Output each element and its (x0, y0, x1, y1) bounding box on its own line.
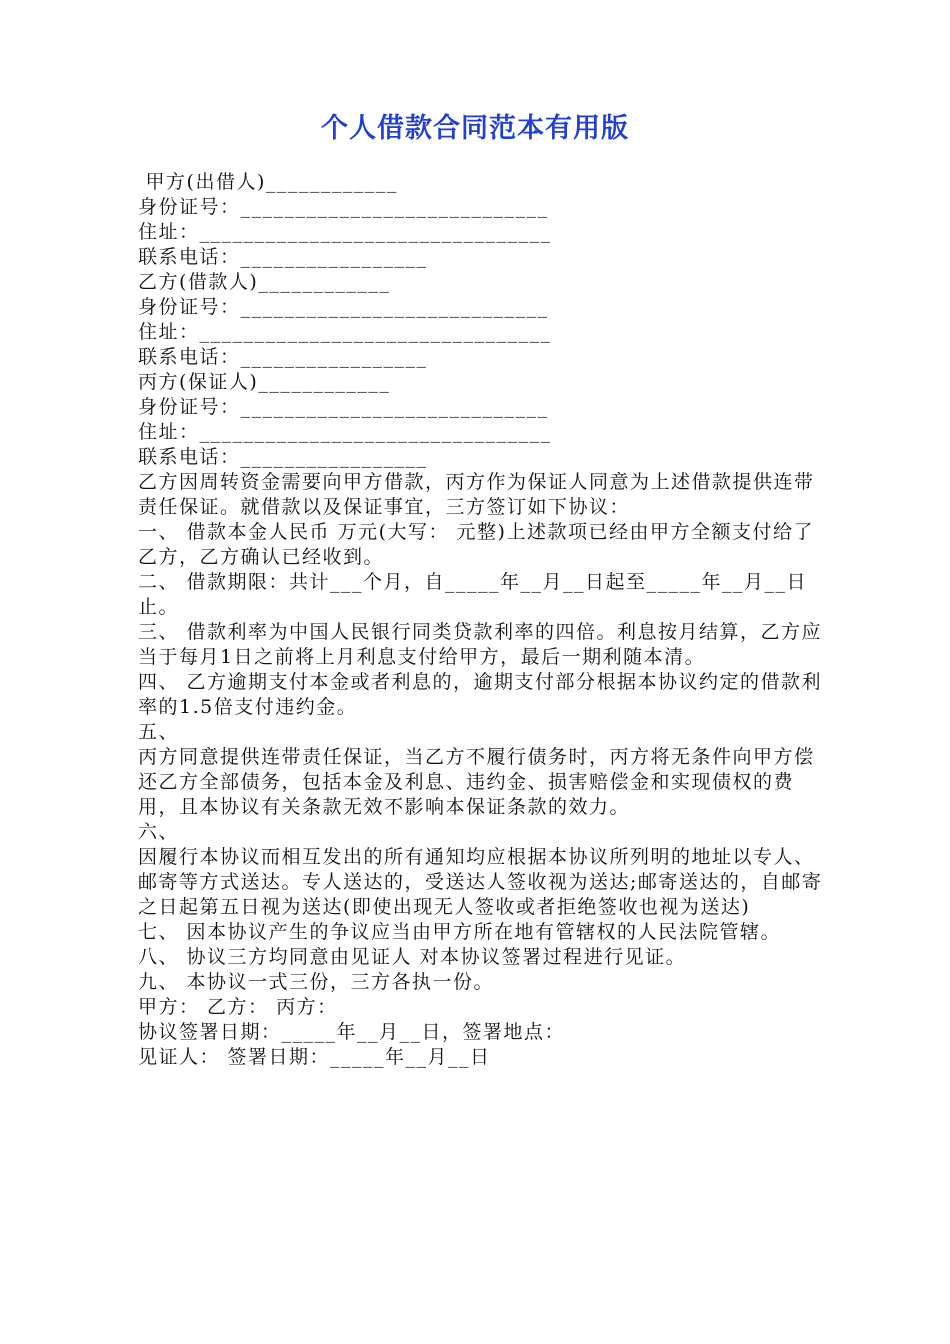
guarantor-id-line: 身份证号：____________________________ (138, 396, 549, 418)
signature-section (138, 995, 828, 1070)
clause-8-witness: 八、 协议三方均同意由见证人 对本协议签署过程进行见证。 (138, 946, 687, 968)
clause-5-guarantee: 丙方同意提供连带责任保证，当乙方不履行债务时，丙方将无条件向甲方偿还乙方全部债务，包括本金及利息、违约金、损害赔偿金和实现债权的费用，且本协议有关条款无效不影响本保证条款的效力。 (138, 746, 815, 818)
witness-line: 见证人： 签署日期：_____年__月__日 (138, 1046, 491, 1068)
document-body (138, 170, 828, 1070)
guarantor-address-line: 住址：________________________________ (138, 421, 552, 443)
borrower-phone-line: 联系电话：_________________ (138, 346, 428, 368)
clause-6-heading: 六、 (138, 821, 180, 843)
clause-3-interest: 三、 借款利率为中国人民银行同类贷款利率的四倍。利息按月结算，乙方应当于每月1日之前将上月利息支付给甲方，最后一期利随本清。 (138, 621, 823, 668)
signature-parties-line: 甲方： 乙方： 丙方： (138, 996, 338, 1018)
clauses-section (138, 470, 828, 995)
clause-9-copies: 九、 本协议一式三份，三方各执一份。 (138, 971, 495, 993)
guarantor-phone-line: 联系电话：_________________ (138, 446, 428, 468)
lender-id-line: 身份证号：____________________________ (138, 196, 549, 218)
lender-phone-line: 联系电话：_________________ (138, 246, 428, 268)
party-info-section (138, 170, 828, 470)
preamble-paragraph: 乙方因周转资金需要向甲方借款，丙方作为保证人同意为上述借款提供连带责任保证。就借款以及保证事宜，三方签订如下协议： (138, 471, 815, 518)
guarantor-line: 丙方(保证人)____________ (138, 371, 391, 393)
lender-address-line: 住址：________________________________ (138, 221, 552, 243)
clause-5-heading: 五、 (138, 721, 180, 743)
document-title: 个人借款合同范本有用版 (321, 113, 629, 144)
clause-2-term: 二、 借款期限：共计___个月，自_____年__月__日起至_____年__月__日止。 (138, 571, 808, 618)
clause-1-principal: 一、 借款本金人民币 万元(大写： 元整)上述款项已经由甲方全额支付给了乙方，乙方确认已经收到。 (138, 521, 814, 568)
borrower-line: 乙方(借款人)____________ (138, 271, 391, 293)
clause-6-notice: 因履行本协议而相互发出的所有通知均应根据本协议所列明的地址以专人、邮寄等方式送达。专人送达的，受送达人签收视为送达;邮寄送达的，自邮寄之日起第五日视为送达(即使出现无人签收或者拒绝签收也视为送达) (138, 846, 823, 918)
clause-7-dispute: 七、 因本协议产生的争议应当由甲方所在地有管辖权的人民法院管辖。 (138, 921, 782, 943)
borrower-id-line: 身份证号：____________________________ (138, 296, 549, 318)
lender-line: 甲方(出借人)____________ (138, 171, 398, 193)
signing-date-place-line: 协议签署日期：_____年__月__日，签署地点： (138, 1021, 566, 1043)
clause-4-penalty: 四、 乙方逾期支付本金或者利息的，逾期支付部分根据本协议约定的借款利率的1.5倍支付违约金。 (138, 671, 823, 718)
borrower-address-line: 住址：________________________________ (138, 321, 552, 343)
